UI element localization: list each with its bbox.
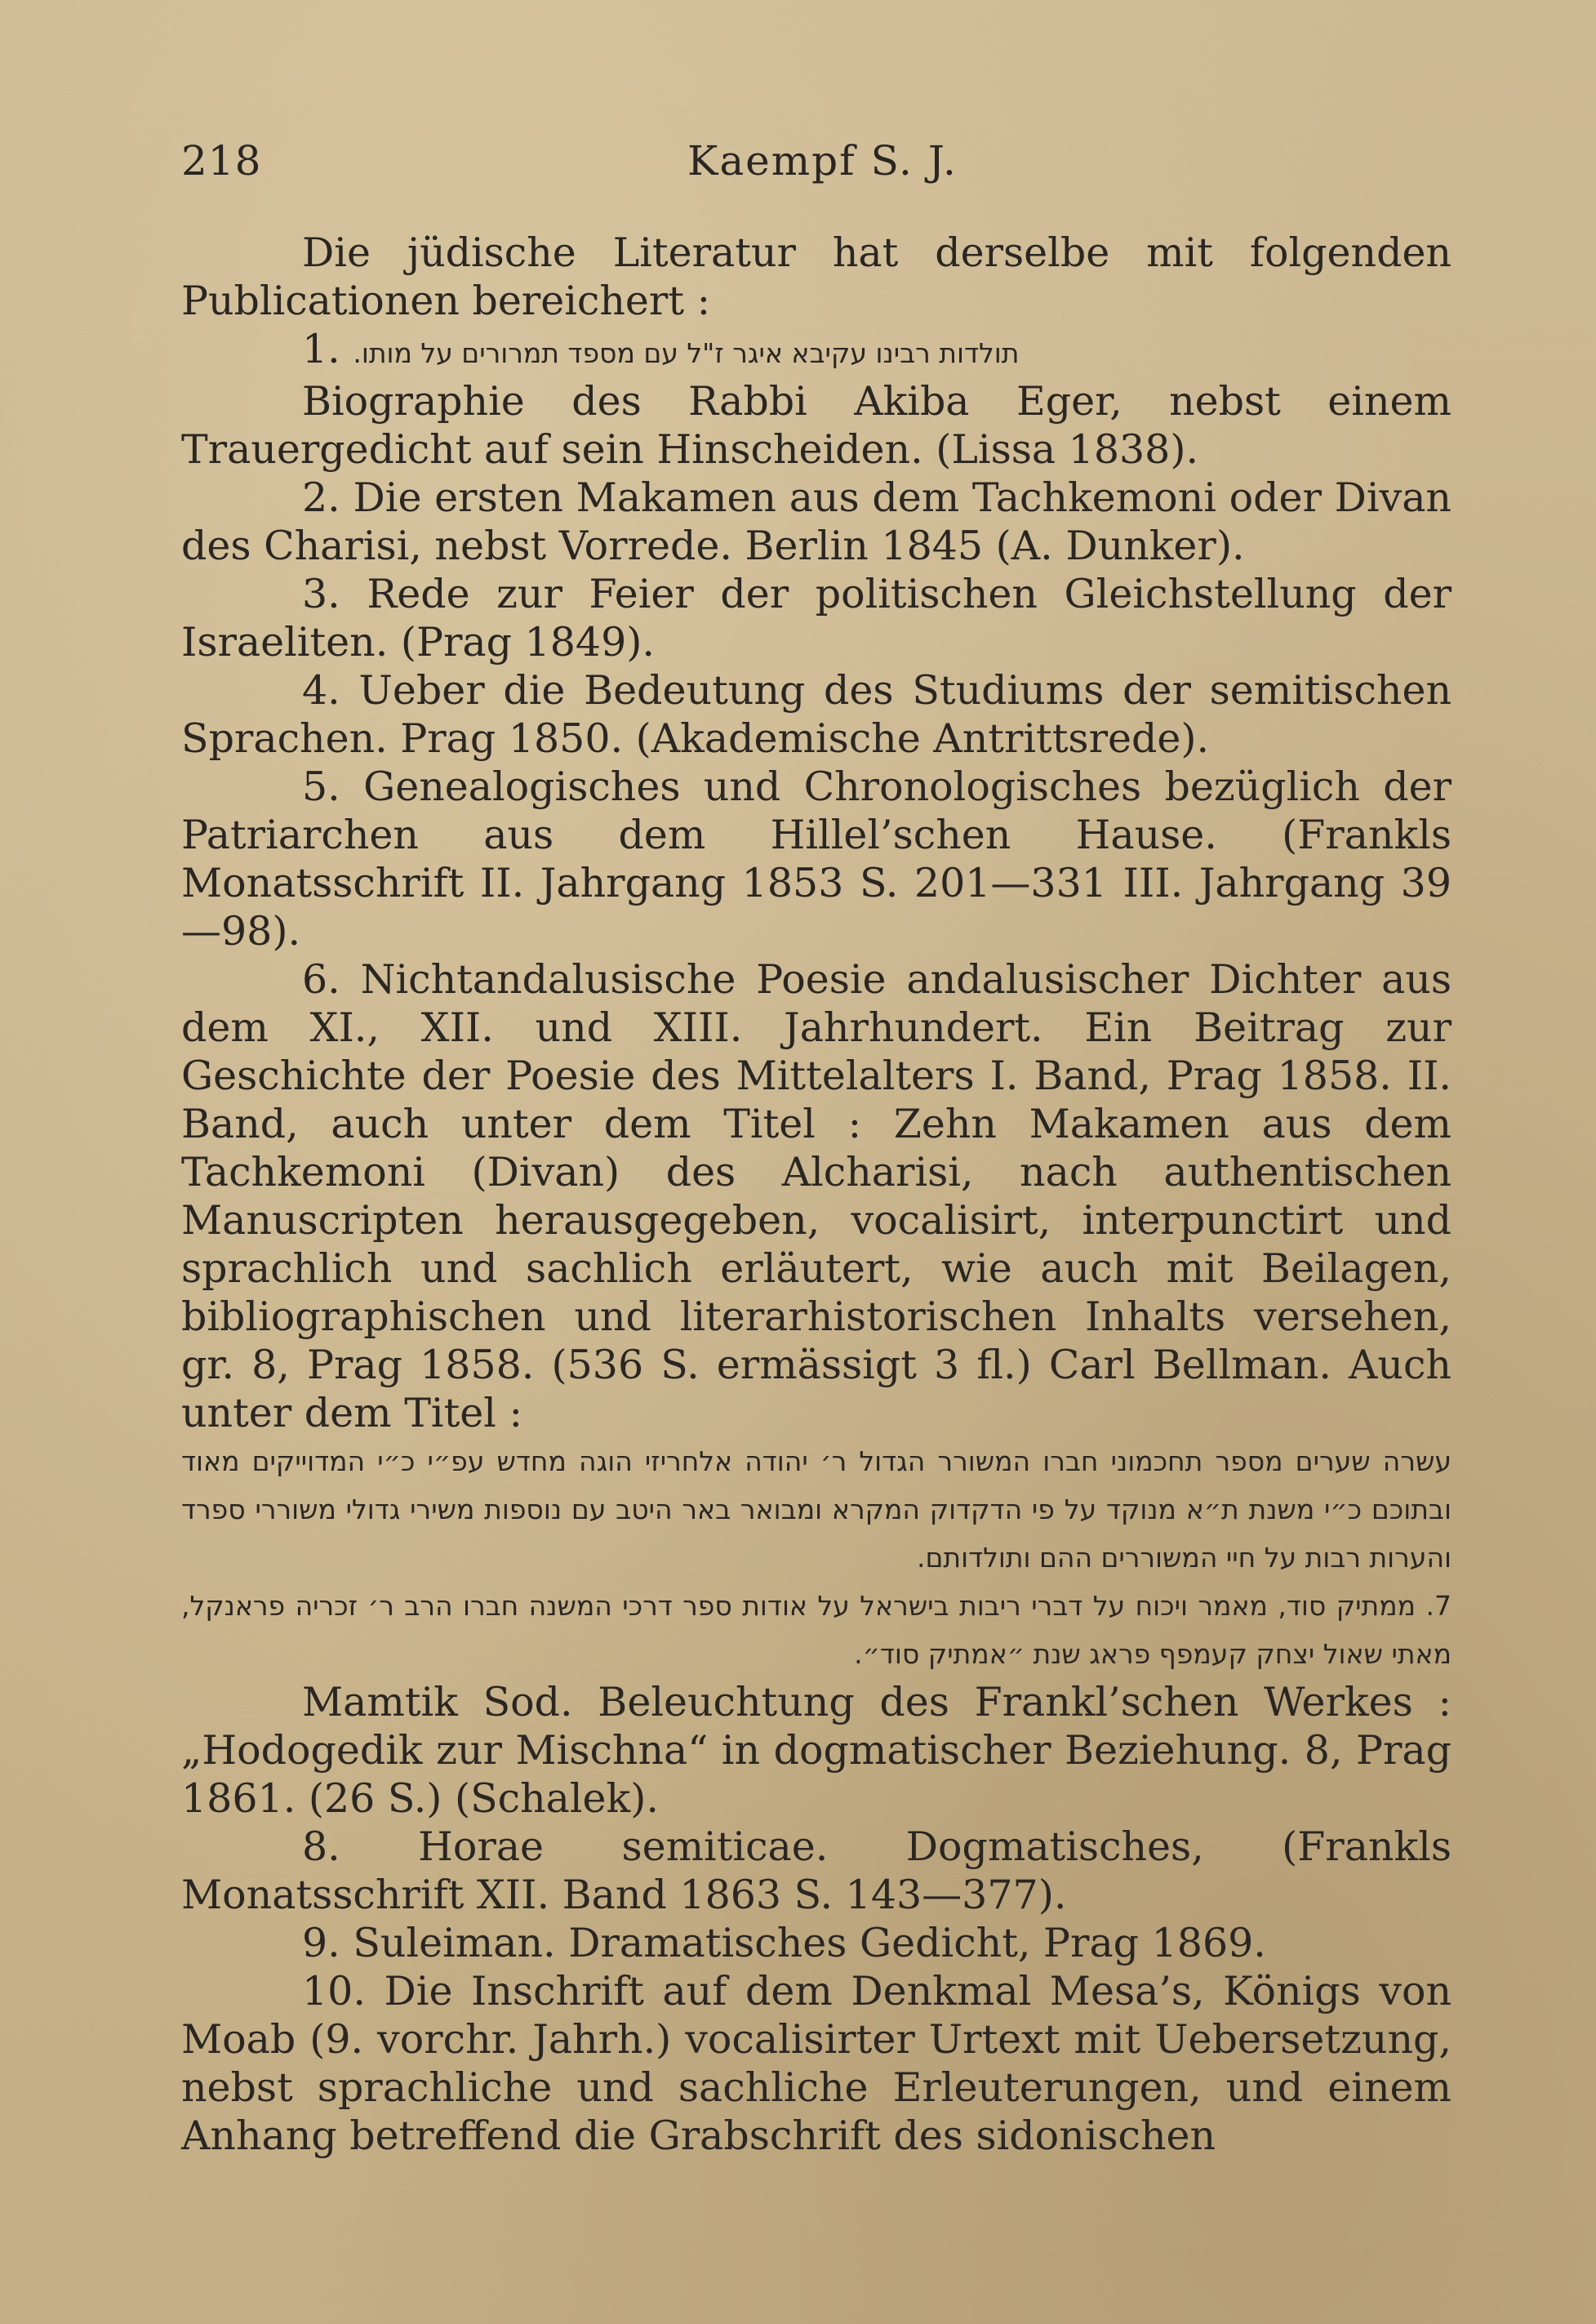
- list-item-2: [181, 474, 1452, 570]
- intro-paragraph: Die jüdische Literatur hat derselbe mit folgenden Publicationen bereichert :: [181, 229, 1452, 324]
- list-item-5: [181, 763, 1452, 955]
- list-item-3: [181, 570, 1452, 666]
- running-head: Kaempf S. J.: [687, 137, 958, 185]
- item-number: 5.: [302, 764, 340, 810]
- list-item-7-hebrew: [181, 1582, 1452, 1678]
- list-item-10: [181, 1967, 1452, 2160]
- page-body: [181, 229, 1452, 2160]
- item-number: 8.: [302, 1823, 340, 1870]
- item-number: 7.: [1425, 1590, 1452, 1622]
- item-number: 10.: [302, 1968, 366, 2015]
- list-item-7-text: Mamtik Sod. Beleuchtung des Frankl’schen Werkes : „Hodogedik zur Mischna“ in dogmatischer Beziehung. 8, Prag 1861. (26 S.) (Schalek).: [181, 1679, 1452, 1822]
- item-number: 6.: [302, 956, 340, 1003]
- hebrew-title: תולדות רבינו עקיבא איגר ז"ל עם מספד תמרורים על מותו.: [353, 337, 1020, 369]
- list-item-8: [181, 1823, 1452, 1919]
- list-item-9: [181, 1919, 1452, 1967]
- item-text: Horae semiticae. Dogmatisches, (Frankls Monatsschrift XII. Band 1863 S. 143—377).: [181, 1823, 1452, 1918]
- item-number: 3.: [302, 571, 340, 617]
- list-item-1-hebrew-line: [181, 325, 1452, 377]
- item-text: Die ersten Makamen aus dem Tachkemoni oder Divan des Charisi, nebst Vorrede. Berlin 1845 (A. Dunker).: [181, 474, 1452, 569]
- page-header: [181, 122, 1441, 196]
- item-number: 2.: [302, 474, 340, 521]
- hebrew-title: ממתיק סוד, מאמר ויכוח על דברי ריבות בישראל על אודות ספר דרכי המשנה חברו הרב ר׳ זכריה פראנקל, מאתי שאול יצחק קעמפף פראג שנת ״אמתיק סוד״.: [181, 1590, 1452, 1670]
- item-text: Ueber die Bedeutung des Studiums der semitischen Sprachen. Prag 1850. (Akademische Antrittsrede).: [181, 667, 1452, 762]
- item-text: Genealogisches und Chronologisches bezüglich der Patriarchen aus dem Hillel’schen Hause. (Frankls Monatsschrift II. Jahrgang 1853 S. 201—331 III. Jahrgang 39—98).: [181, 764, 1452, 955]
- item-number: 9.: [302, 1920, 340, 1966]
- list-item-4: [181, 666, 1452, 763]
- item-text: Rede zur Feier der politischen Gleichstellung der Israeliten. (Prag 1849).: [181, 571, 1452, 666]
- list-item-6-hebrew-title: עשרה שערים מספר תחכמוני חברו המשורר הגדול ר׳ יהודה אלחריזי הוגה מחדש עפ״י כ״י המדוייקים מאוד ובתוכם כ״י משנת ת״א מנוקד על פי הדקדוק המקרא ומבואר באר היטב עם נוספות משירי גדולי משוררי ספרד והערות רבות על חיי המשוררים ההם ותולדותם.: [181, 1445, 1452, 1574]
- list-item-6: [181, 955, 1452, 1437]
- item-number: 1.: [302, 326, 340, 372]
- list-item-1-text: Biographie des Rabbi Akiba Eger, nebst einem Trauergedicht auf sein Hinscheiden. (Lissa 1838).: [181, 378, 1452, 473]
- page-number: 218: [181, 137, 262, 185]
- item-text: Suleiman. Dramatisches Gedicht, Prag 1869.: [353, 1920, 1266, 1966]
- item-number: 4.: [302, 667, 340, 714]
- item-text: Die Inschrift auf dem Denkmal Mesa’s, Königs von Moab (9. vorchr. Jahrh.) vocalisirter Urtext mit Uebersetzung, nebst sprachliche und sachliche Erleuterungen, und einem Anhang betreffend die Grabschrift des sidonischen: [181, 1968, 1452, 2159]
- item-text: Nichtandalusische Poesie andalusischer Dichter aus dem XI., XII. und XIII. Jahrhundert. Ein Beitrag zur Geschichte der Poesie des Mittelalters I. Band, Prag 1858. II. Band, auch unter dem Titel : Zehn Makamen aus dem Tachkemoni (Divan) des Alcharisi, nach authentischen Manuscripten herausgegeben, vocalisirt, interpunctirt und sprachlich und sachlich erläutert, wie auch mit Beilagen, bibliographischen und literarhistorischen Inhalts versehen, gr. 8, Prag 1858. (536 S. ermässigt 3 fl.) Carl Bellman. Auch unter dem Titel :: [181, 956, 1452, 1436]
